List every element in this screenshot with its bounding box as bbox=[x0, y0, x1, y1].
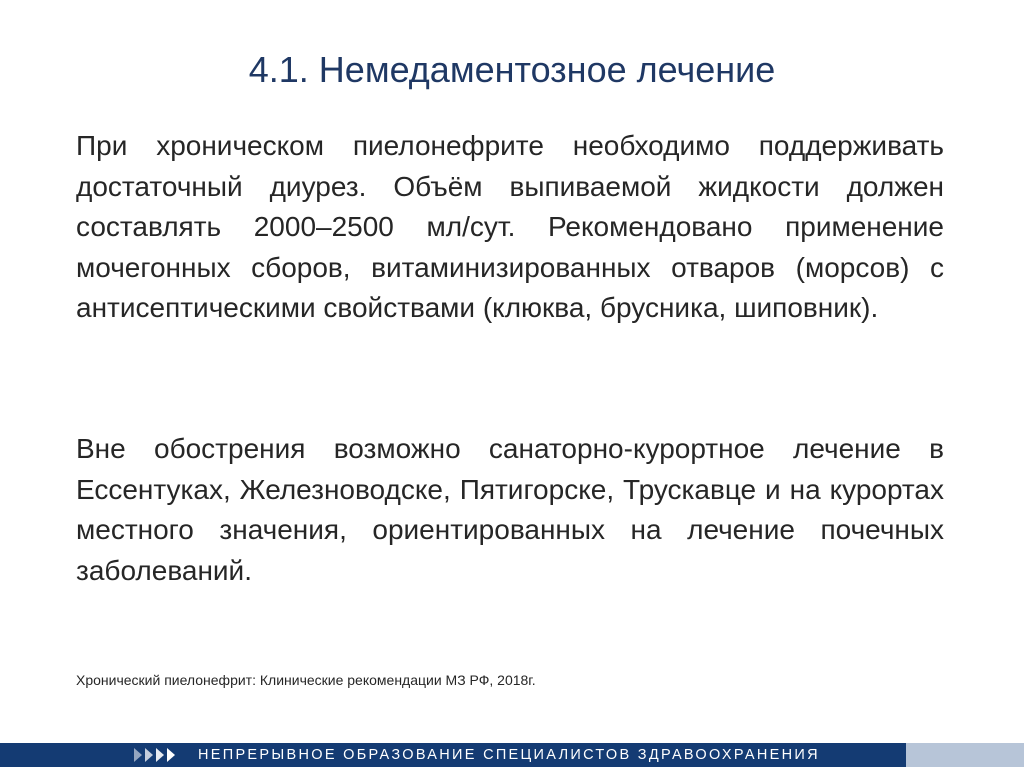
footer-accent bbox=[906, 743, 1024, 767]
chevron-right-icon bbox=[134, 743, 178, 767]
chevron-right-icon bbox=[156, 748, 164, 762]
chevron-right-icon bbox=[134, 748, 142, 762]
paragraph-fluid-intake: При хроническом пиелонефрите необходимо поддерживать достаточный диурез. Объём выпиваемой жидкости должен составлять 2000–2500 мл/сут. Рекомендовано применение мочегонных сборов, витаминизированных отваров (морсов) с антисептическими свойствами (клюква, брусника, шиповник). bbox=[76, 130, 944, 323]
reference-citation: Хронический пиелонефрит: Клинические рекомендации МЗ РФ, 2018г. bbox=[76, 672, 536, 688]
paragraph-sanatorium-treatment: Вне обострения возможно санаторно-курортное лечение в Ессентуках, Железноводске, Пятигорске, Трускавце и на курортах местного значения, ориентированных на лечение почечных заболеваний. bbox=[76, 433, 944, 586]
chevron-right-icon bbox=[145, 748, 153, 762]
chevron-right-icon bbox=[167, 748, 175, 762]
footer-text: НЕПРЕРЫВНОЕ ОБРАЗОВАНИЕ СПЕЦИАЛИСТОВ ЗДРАВООХРАНЕНИЯ bbox=[198, 747, 820, 763]
footer-bar bbox=[0, 743, 1024, 767]
slide-title: 4.1. Немедаментозное лечение bbox=[248, 49, 776, 90]
